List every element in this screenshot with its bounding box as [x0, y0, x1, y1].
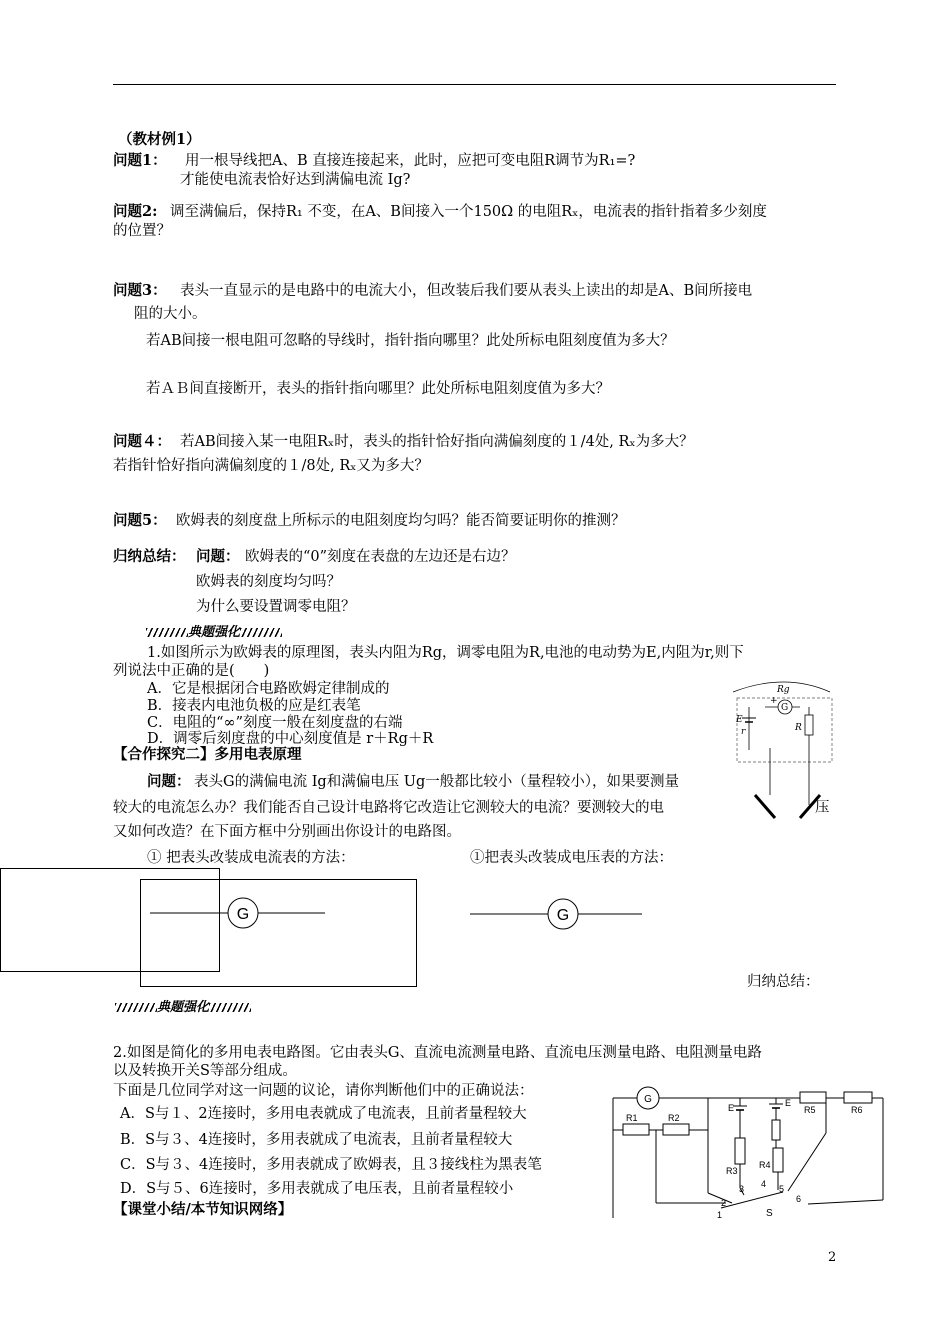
fig2-n3-label: 3 [739, 1184, 745, 1194]
example-label: （教材例1） [118, 131, 201, 148]
p1-option-c: C．电阻的“∞”刻度一般在刻度盘的右端 [147, 715, 403, 731]
g-label-1: G [236, 906, 250, 923]
g-label-2: G [556, 907, 570, 924]
fig2-e1-label: E [728, 1103, 735, 1113]
method1-label: ① 把表头改装成电流表的方法： [147, 850, 355, 866]
method2-label: ①把表头改装成电压表的方法： [470, 850, 673, 866]
section2-title: 【合作探究二】多用电表原理 [113, 746, 302, 763]
p2-stem-line2: 以及转换开关S等部分组成。 [113, 1063, 297, 1079]
q3-line1: 表头一直显示的是电路中的电流大小，但改装后我们要从表头上读出的却是A、B间所接电 [180, 283, 753, 299]
banner-2 [115, 996, 251, 1015]
summary-line1: 欧姆表的“0”刻度在表盘的左边还是右边？ [245, 549, 516, 565]
section2-summary: 归纳总结： [747, 974, 820, 990]
q3-label: 问题3： [113, 282, 167, 299]
banner-1-text: 典题强化 [188, 625, 241, 640]
fig2-n6-label: 6 [796, 1194, 802, 1204]
fig2-g-label: G [644, 1094, 652, 1105]
fig2-r1-label: R1 [626, 1113, 638, 1123]
fig2-r6-label: R6 [851, 1105, 863, 1115]
fig1-g-label: G [781, 703, 789, 713]
section2-line2b: 压 [815, 800, 830, 816]
header-rule [113, 84, 836, 85]
multimeter-figure [608, 1078, 888, 1220]
summary-heading: 【课堂小结/本节知识网络】 [113, 1201, 293, 1218]
fig1-plus-label: + [770, 696, 778, 706]
q5-label: 问题5： [113, 512, 167, 529]
p1-option-a: A．它是根据闭合电路欧姆定律制成的 [147, 681, 390, 697]
q4-line2: 若指针恰好指向满偏刻度的１/8处, Rₓ又为多大？ [113, 458, 429, 474]
fig1-rg-label: Rg [777, 685, 790, 695]
banner-1 [146, 621, 282, 640]
fig2-r2-label: R2 [668, 1113, 680, 1123]
p2-stem-line1: 2.如图是简化的多用电表电路图。它由表头G、直流电流测量电路、直流电压测量电路、电阻测量电路 [113, 1045, 762, 1061]
summary-line3: 为什么要设置调零电阻？ [196, 599, 356, 615]
p1-option-d: D．调零后刻度盘的中心刻度值是 r＋Rg＋R [147, 731, 434, 747]
q1-line1: 用一根导线把A、B 直接连接起来，此时，应把可变电阻R调节为R₁=? [185, 153, 636, 169]
fig2-n4-label: 4 [761, 1179, 767, 1189]
q2-label: 问题2: [113, 203, 158, 220]
fig2-r5-label: R5 [804, 1105, 816, 1115]
p2-stem-line3: 下面是几位同学对这一问题的议论，请你判断他们中的正确说法： [113, 1083, 534, 1099]
fig2-s-label: S [766, 1208, 773, 1219]
q2-line1: 调至满偏后，保持R₁ 不变，在A、B间接入一个150Ω 的电阻Rₓ，电流表的指针指着多少刻度 [170, 204, 767, 220]
summary-label: 归纳总结： [113, 548, 186, 565]
fig2-e2-label: E [785, 1098, 792, 1108]
q4-line1: 若AB间接入某一电阻Rₓ时，表头的指针恰好指向满偏刻度的１/4处, Rₓ为多大？ [180, 434, 694, 450]
p2-option-a: A．S与１、2连接时，多用电表就成了电流表，且前者量程较大 [120, 1106, 527, 1122]
q1-line2: 才能使电流表恰好达到满偏电流 Ig? [180, 172, 411, 188]
p2-option-b: B．S与３、4连接时，多用表就成了电流表，且前者量程较大 [120, 1132, 513, 1148]
p1-option-b: B．接表内电池负极的应是红表笔 [147, 698, 361, 714]
q4-label: 问题４： [113, 433, 171, 450]
section2-q-label: 问题： [147, 773, 191, 790]
fig2-n1-label: 1 [717, 1210, 723, 1220]
p2-option-d: D．S与５、6连接时，多用表就成了电压表，且前者量程较小 [120, 1181, 514, 1197]
section2-line2a: 较大的电流怎么办？我们能否自己设计电路将它改造让它测较大的电流？要测较大的电 [113, 800, 664, 816]
fig1-rr-label: R [795, 723, 802, 733]
banner-2-text: 典题强化 [157, 1000, 210, 1015]
q5-line1: 欧姆表的刻度盘上所标示的电阻刻度均匀吗？能否简要证明你的推测？ [176, 513, 626, 529]
fig1-e-label: E [736, 715, 743, 725]
p2-option-c: C．S与３、4连接时，多用表就成了欧姆表，且３接线柱为黑表笔 [120, 1157, 542, 1173]
fig1-r-label: r [741, 727, 746, 737]
section2-line1: 表头G的满偏电流 Ig和满偏电压 Ug一般都比较小（量程较小），如果要测量 [194, 774, 680, 790]
q2-line2: 的位置？ [113, 223, 171, 239]
q3-line2: 阻的大小。 [134, 306, 207, 322]
q1-label: 问题1： [113, 152, 167, 169]
fig2-n5-label: 5 [779, 1184, 785, 1194]
summary-q-label: 问题： [196, 548, 240, 565]
fig2-r4-label: R4 [759, 1160, 771, 1170]
galvanometer-current [150, 895, 330, 931]
fig2-r3-label: R3 [726, 1166, 738, 1176]
page-number: 2 [828, 1250, 837, 1265]
q3-line3: 若AB间接一根电阻可忽略的导线时，指针指向哪里？此处所标电阻刻度值为多大？ [146, 333, 675, 349]
p1-stem-line2: 列说法中正确的是( ) [113, 663, 270, 679]
p1-stem-line1: 1.如图所示为欧姆表的原理图，表头内阻为Rg，调零电阻为R,电池的电动势为E,内阻为r,则下 [147, 645, 744, 661]
section2-line3: 又如何改造？在下面方框中分别画出你设计的电路图。 [113, 824, 461, 840]
fig2-n2-label: 2 [721, 1198, 727, 1208]
summary-line2: 欧姆表的刻度均匀吗？ [196, 574, 341, 590]
q3-line4: 若ＡＢ间直接断开，表头的指针指向哪里？此处所标电阻刻度值为多大？ [146, 381, 610, 397]
galvanometer-voltage [470, 896, 645, 932]
